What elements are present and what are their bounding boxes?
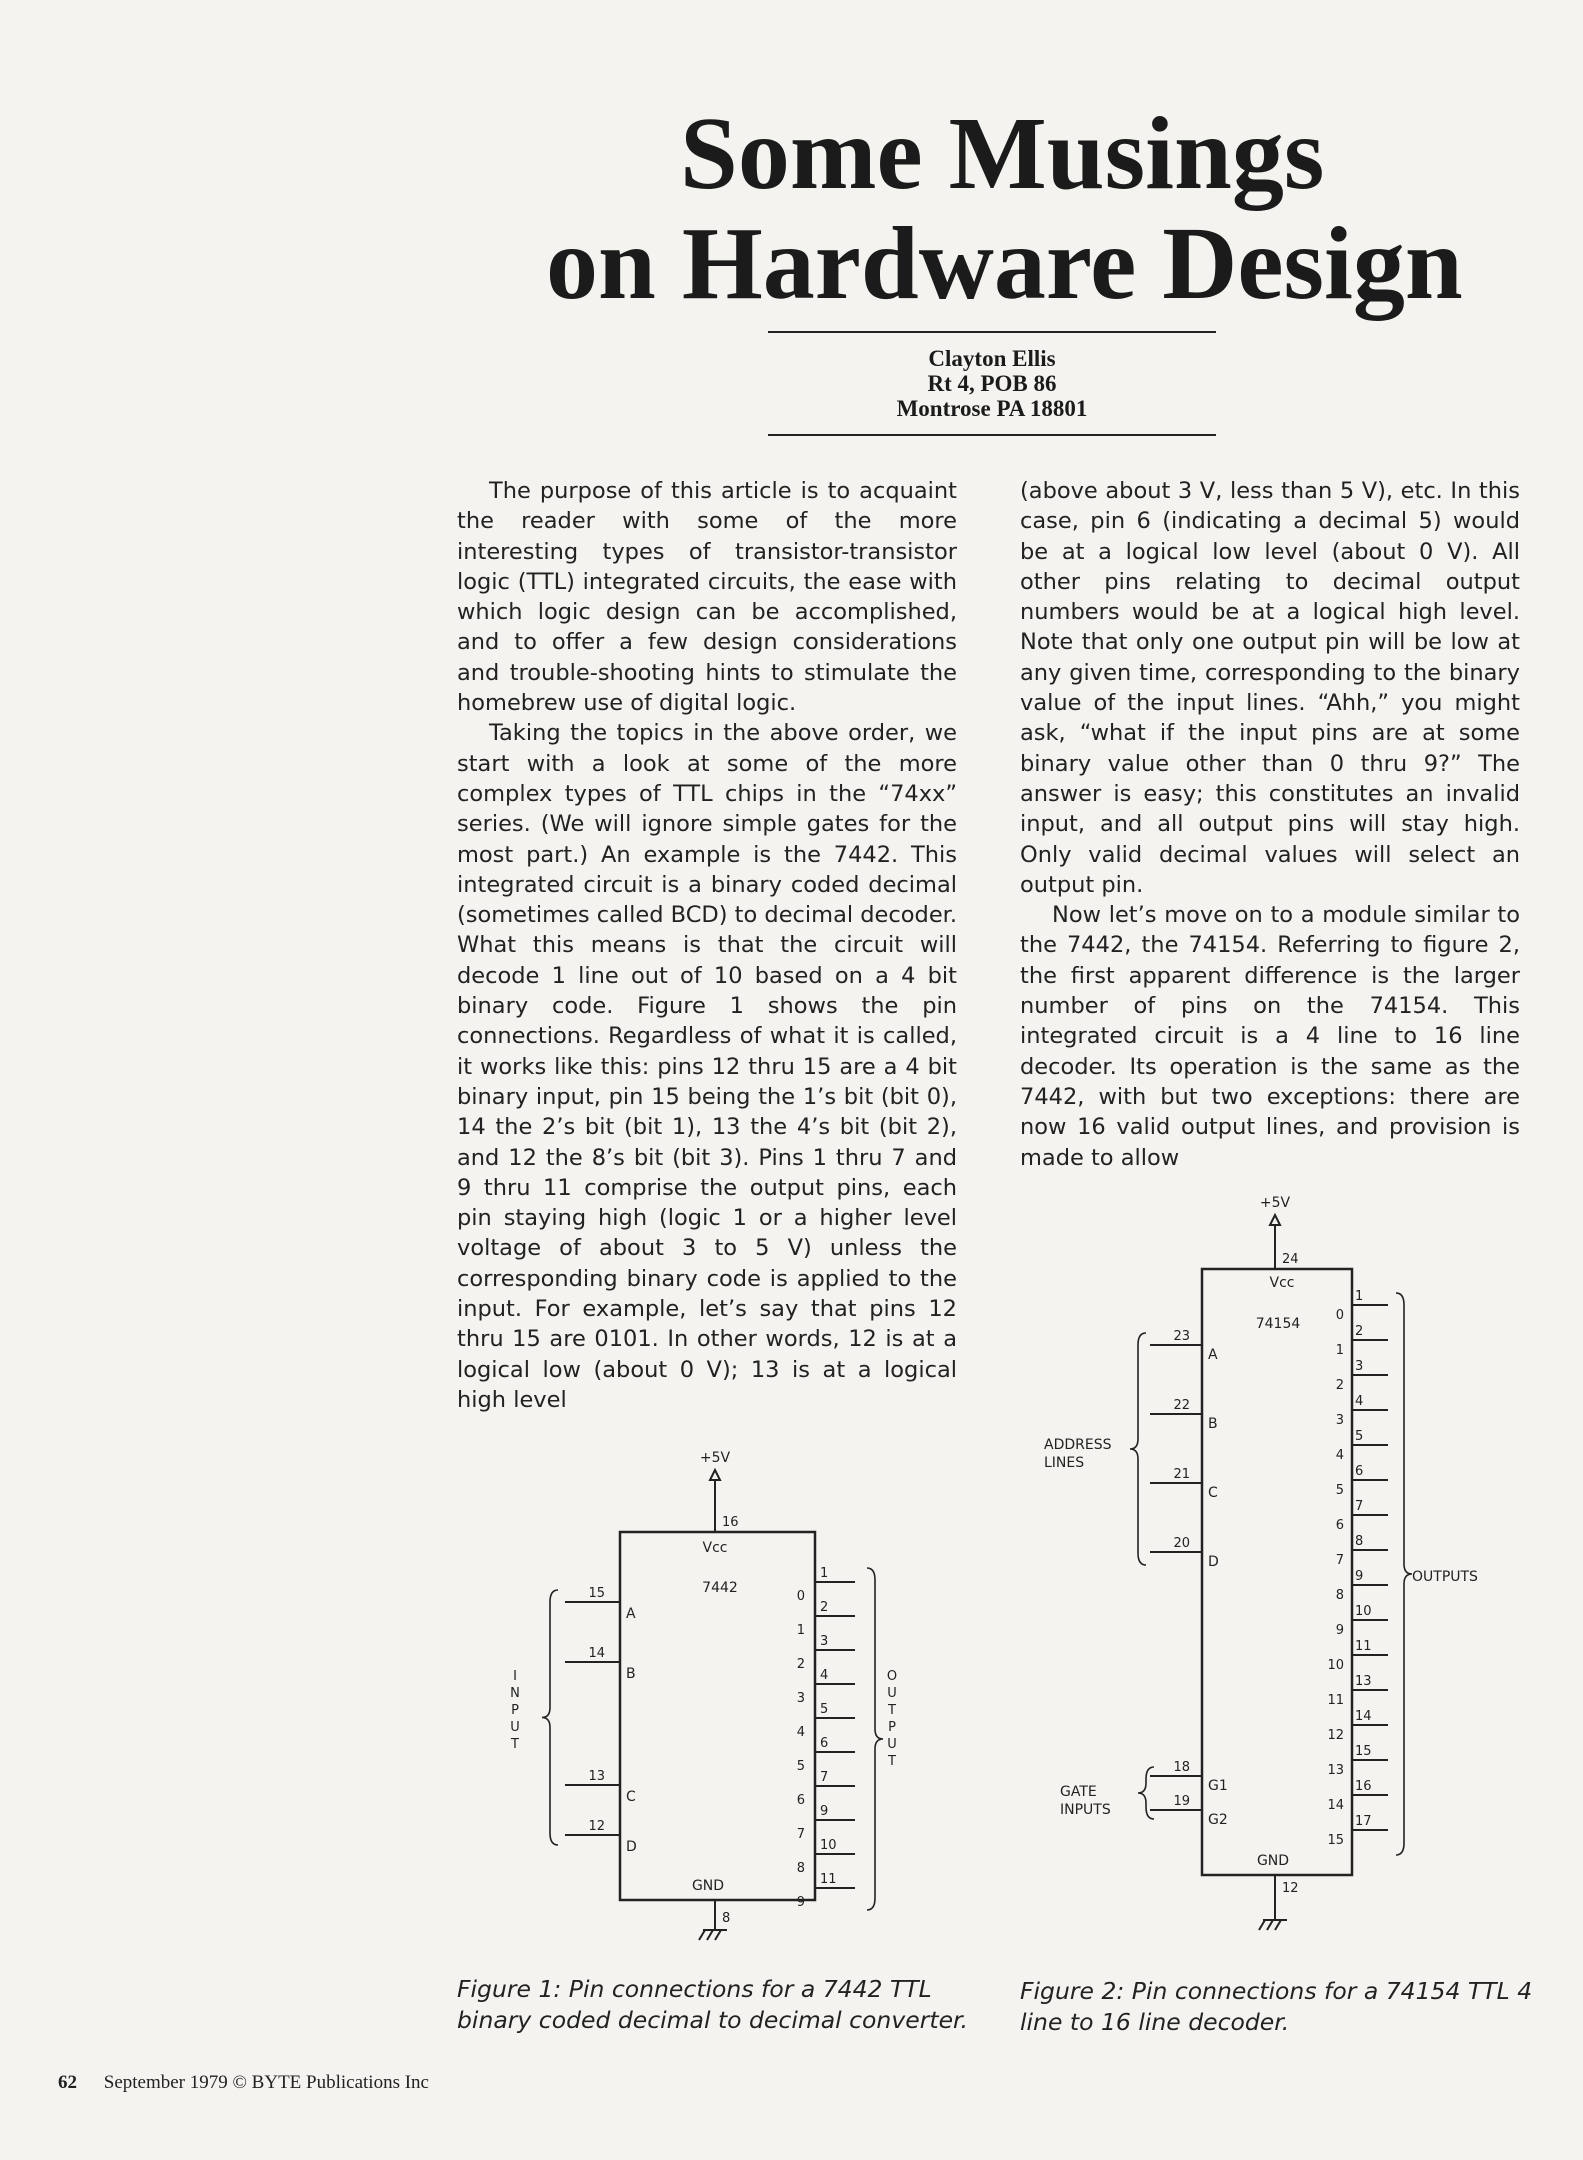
gnd-label: GND: [691, 1878, 725, 1894]
figure-1-diagram: [490, 1440, 910, 1940]
paragraph: Taking the topics in the above order, we start with a look at some of the more complex types of TTL chips in the “74xx” series. (We will ignore simple gates for the most part.) An example is the 7442. This integrated circuit is a binary coded decimal (sometimes called BCD) to decimal decoder. What this means is that the circuit will decode 1 line out of 10 based on a 4 bit binary code. Figure 1 shows the pin connections. Regardless of what it is called, it works like this: pins 12 thru 15 are a 4 bit binary input, pin 15 being the 1’s bit (bit 0), 14 the 2’s bit (bit 1), 13 the 4’s bit (bit 2), and 12 the 8’s bit (bit 3). Pins 1 thru 7 and 9 thru 11 comprise the output pins, each pin staying high (logic 1 or a higher level voltage of about 3 to 5 V) unless the corresponding binary code is applied to the input. For example, let’s say that pins 12 thru 15 are 0101. In other words, 12 is at a logical low (about 0 V); 13 is at a logical high level: [457, 720, 957, 1413]
input-pin-name: C: [626, 1789, 636, 1805]
input-pin-number: 12: [588, 1819, 605, 1834]
output-pin-number: 4: [820, 1668, 829, 1683]
figure-2-diagram: [1030, 1185, 1510, 1896]
input-pin-number: 14: [588, 1646, 605, 1661]
output-pin-number: 6: [1355, 1464, 1364, 1479]
input-label-letter: T: [511, 1737, 519, 1752]
vcc-label: Vcc: [1269, 1275, 1295, 1291]
output-number: 2: [1335, 1378, 1344, 1393]
input-pin-number: 22: [1173, 1398, 1190, 1413]
output-number: 5: [1335, 1483, 1344, 1498]
input-brace: [542, 1590, 558, 1845]
output-number: 4: [796, 1725, 805, 1740]
outputs-label: OUTPUTS: [1412, 1569, 1478, 1585]
output-number: 8: [796, 1861, 805, 1876]
output-pin-number: 5: [820, 1702, 829, 1717]
input-pin-name: A: [626, 1606, 636, 1622]
output-number: 7: [1335, 1553, 1344, 1568]
output-pin-number: 7: [820, 1770, 829, 1785]
gate-pin-name: G1: [1208, 1778, 1228, 1794]
output-brace: [867, 1568, 883, 1910]
chip-label: 74154: [1255, 1316, 1301, 1332]
output-label-letter: P: [888, 1720, 896, 1735]
paragraph: The purpose of this article is to acquaint the reader with some of the more interesting types of transistor-transistor logic (TTL) integrated circuits, the ease with which logic design can be accomplished, and to offer a few design considerations and trouble-shooting hints to stimulate the homebrew use of digital logic.: [457, 478, 957, 717]
author-address-1: Rt 4, POB 86: [927, 371, 1057, 396]
output-label-letter: U: [887, 1737, 897, 1752]
output-number: 6: [796, 1793, 805, 1808]
author-name: Clayton Ellis: [928, 346, 1056, 371]
output-number: 10: [1327, 1658, 1344, 1673]
output-pin-number: 15: [1355, 1744, 1372, 1759]
output-pin-number: 8: [1355, 1534, 1364, 1549]
gnd-pin-number: 12: [1282, 1881, 1299, 1896]
gate-label-2: INPUTS: [1060, 1802, 1111, 1818]
output-pin-number: 1: [1355, 1289, 1364, 1304]
input-pin-number: 13: [588, 1769, 605, 1784]
input-pin-name: C: [1208, 1485, 1218, 1501]
paragraph: (above about 3 V, less than 5 V), etc. In this case, pin 6 (indicating a decimal 5) would be at a logical low level (about 0 V). All other pins relating to decimal output numbers would be at a logical high level. Note that only one output pin will be low at any given time, corresponding to the binary value of the input lines. “Ahh,” you might ask, “what if the input pins are at some binary value other than 0 thru 9?” The answer is easy; this constitutes an invalid input, and all output pins will stay high. Only valid decimal values will select an output pin.: [1020, 478, 1520, 898]
vcc-label: Vcc: [702, 1540, 728, 1556]
output-number: 3: [1335, 1413, 1344, 1428]
figure-2-caption: Figure 2: Pin connections for a 74154 TTL 4 line to 16 line decoder.: [1020, 1977, 1533, 2036]
ground-icon: [699, 1930, 727, 1940]
output-pin-number: 2: [1355, 1324, 1364, 1339]
output-label-letter: T: [888, 1703, 896, 1718]
figure-1-caption: Figure 1: Pin connections for a 7442 TTL binary coded decimal to decimal converter.: [457, 1975, 968, 2034]
body-column-left: [457, 476, 957, 1415]
input-pin-name: A: [1208, 1347, 1218, 1363]
input-label-letter: U: [510, 1720, 520, 1735]
output-number: 1: [796, 1623, 805, 1638]
input-pin-number: 20: [1173, 1536, 1190, 1551]
author-block: [768, 346, 1216, 421]
output-pin-number: 17: [1355, 1814, 1372, 1829]
page-footer: [58, 2072, 429, 2094]
output-brace: [1396, 1293, 1412, 1855]
gnd-pin-number: 8: [722, 1911, 731, 1926]
input-pin-name: B: [1208, 1416, 1218, 1432]
input-pin-number: 15: [588, 1586, 605, 1601]
output-pin-number: 3: [820, 1634, 829, 1649]
output-pin-number: 4: [1355, 1394, 1364, 1409]
output-number: 12: [1327, 1728, 1344, 1743]
input-pin-name: D: [626, 1839, 637, 1855]
output-number: 1: [1335, 1343, 1344, 1358]
output-number: 9: [796, 1895, 805, 1910]
output-pin-number: 6: [820, 1736, 829, 1751]
author-top-rule: [768, 331, 1216, 333]
output-pin-number: 1: [820, 1566, 829, 1581]
vcc-pin-number: 16: [722, 1515, 739, 1530]
output-pin-number: 10: [1355, 1604, 1372, 1619]
output-pin-number: 14: [1355, 1709, 1372, 1724]
address-label-1: ADDRESS: [1044, 1437, 1112, 1453]
output-number: 15: [1327, 1833, 1344, 1848]
output-number: 6: [1335, 1518, 1344, 1533]
output-number: 7: [796, 1827, 805, 1842]
output-pin-number: 10: [820, 1838, 837, 1853]
output-label-letter: U: [887, 1686, 897, 1701]
author-address-2: Montrose PA 18801: [896, 396, 1088, 421]
output-number: 5: [796, 1759, 805, 1774]
body-column-right: [1020, 476, 1520, 1173]
output-number: 2: [796, 1657, 805, 1672]
output-pin-number: 11: [1355, 1639, 1372, 1654]
output-pin-number: 13: [1355, 1674, 1372, 1689]
power-arrow-icon: [1270, 1215, 1280, 1225]
output-pin-number: 11: [820, 1872, 837, 1887]
author-bottom-rule: [768, 434, 1216, 436]
output-pin-number: 9: [1355, 1569, 1364, 1584]
output-pin-number: 16: [1355, 1779, 1372, 1794]
output-label-letter: O: [886, 1669, 898, 1684]
output-number: 0: [1335, 1308, 1344, 1323]
chip-label: 7442: [702, 1580, 738, 1596]
gate-pin-number: 19: [1173, 1794, 1190, 1809]
paragraph: Now let’s move on to a module similar to the 7442, the 74154. Referring to figure 2, the first apparent difference is the larger number of pins on the 74154. This integrated circuit is a 4 line to 16 line decoder. Its operation is the same as the 7442, with but two exceptions: there are now 16 valid output lines, and provision is made to allow: [1020, 902, 1520, 1171]
footer-credit: September 1979 © BYTE Publications Inc: [103, 2072, 429, 2093]
output-number: 9: [1335, 1623, 1344, 1638]
output-number: 4: [1335, 1448, 1344, 1463]
output-number: 11: [1327, 1693, 1344, 1708]
title-line-2: on Hardware Design: [546, 206, 1463, 321]
output-number: 14: [1327, 1798, 1344, 1813]
power-label: +5V: [1259, 1195, 1291, 1211]
input-label-letter: P: [511, 1703, 519, 1718]
address-brace: [1130, 1333, 1146, 1565]
input-pin-name: D: [1208, 1554, 1219, 1570]
output-pin-number: 5: [1355, 1429, 1364, 1444]
power-arrow-icon: [710, 1470, 720, 1480]
output-number: 0: [796, 1589, 805, 1604]
page-number: 62: [58, 2072, 77, 2093]
address-label-2: LINES: [1044, 1455, 1085, 1471]
input-pin-number: 23: [1173, 1329, 1190, 1344]
output-pin-number: 2: [820, 1600, 829, 1615]
input-pin-number: 21: [1173, 1467, 1190, 1482]
output-pin-number: 3: [1355, 1359, 1364, 1374]
gnd-label: GND: [1256, 1853, 1290, 1869]
gate-pin-number: 18: [1173, 1760, 1190, 1775]
output-pin-number: 7: [1355, 1499, 1364, 1514]
input-label-letter: I: [513, 1669, 517, 1684]
power-label: +5V: [699, 1450, 731, 1466]
gate-pin-name: G2: [1208, 1812, 1228, 1828]
vcc-pin-number: 24: [1282, 1252, 1299, 1267]
output-number: 8: [1335, 1588, 1344, 1603]
output-label-letter: T: [888, 1754, 896, 1769]
output-number: 3: [796, 1691, 805, 1706]
gate-brace: [1138, 1767, 1154, 1819]
input-pin-name: B: [626, 1666, 636, 1682]
ground-icon: [1259, 1920, 1287, 1930]
input-label-letter: N: [510, 1686, 520, 1701]
gate-label-1: GATE: [1060, 1784, 1097, 1800]
output-number: 13: [1327, 1763, 1344, 1778]
output-pin-number: 9: [820, 1804, 829, 1819]
title-line-1: Some Musings: [680, 96, 1325, 211]
